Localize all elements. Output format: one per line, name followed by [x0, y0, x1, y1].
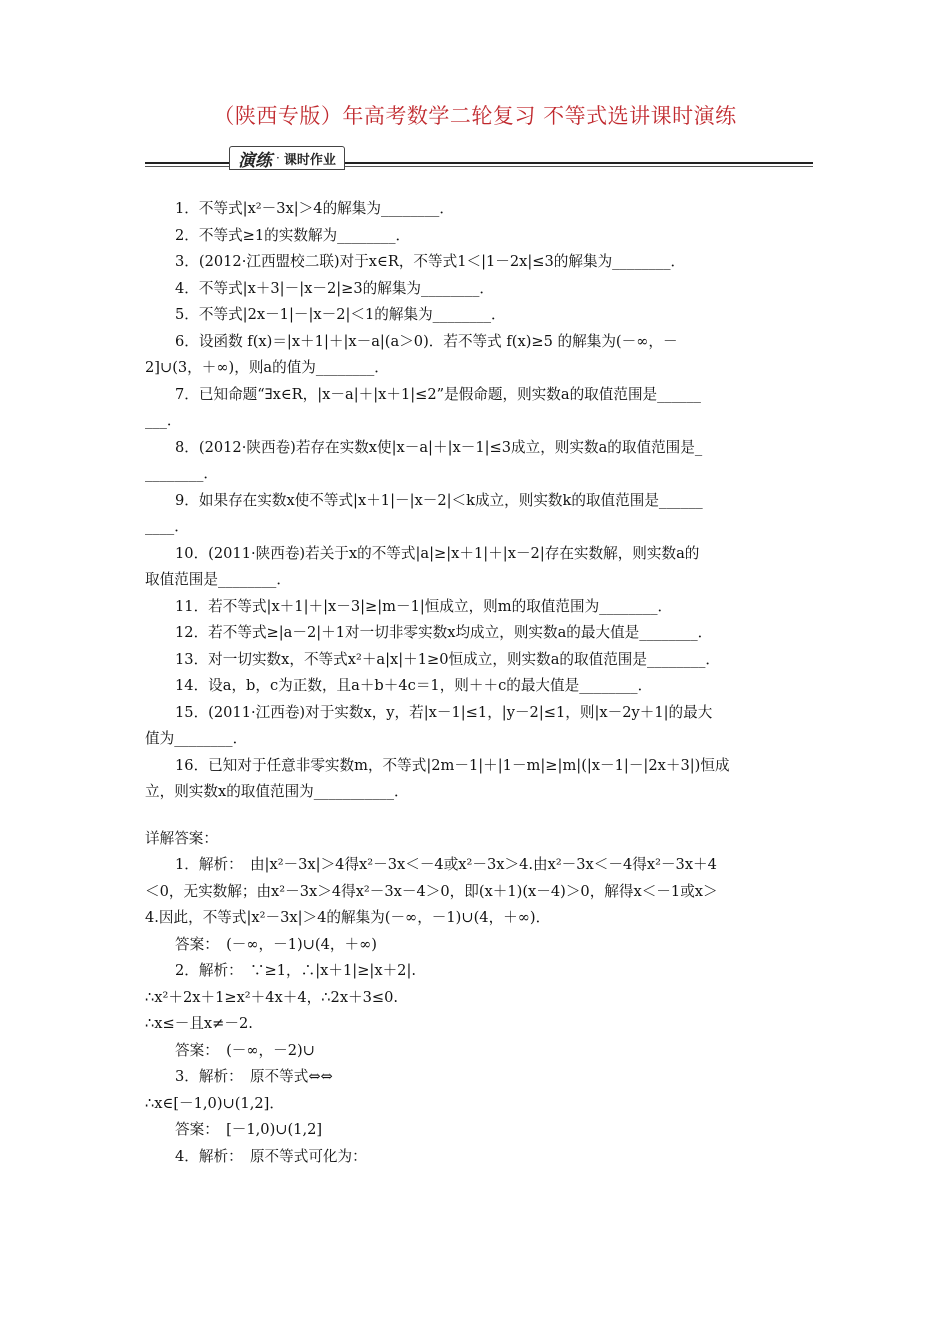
question-8: 8．(2012·陕西卷)若存在实数x使|x－a|＋|x－1|≤3成立，则实数a的取值范围是_: [175, 438, 703, 456]
question-11: 11．若不等式|x＋1|＋|x－3|≥|m－1|恒成立，则m的取值范围为________．: [175, 597, 673, 615]
banner-tag: [229, 146, 345, 170]
answer-1: 1．解析： 由|x²－3x|＞4得x²－3x＜－4或x²－3x＞4.由x²－3x＜－4得x²－3x＋4: [175, 856, 717, 873]
exercise-content: [145, 196, 813, 1170]
section-banner: [145, 146, 813, 172]
question-10: 10．(2011·陕西卷)若关于x的不等式|a|≥|x＋1|＋|x－2|存在实数解，则实数a的: [175, 544, 700, 562]
banner-dot: ·: [276, 151, 280, 165]
answer-1-result: 答案： (－∞，－1)∪(4，＋∞): [175, 935, 377, 953]
question-14: 14．设a，b，c为正数，且a＋b＋4c＝1，则＋＋c的最大值是________．: [175, 677, 653, 694]
question-16-cont: 立，则实数x的取值范围为___________．: [145, 783, 409, 800]
banner-label: 课时作业: [283, 152, 336, 168]
question-8-cont: ________．: [145, 465, 218, 482]
answer-3-result: 答案： [－1,0)∪(1,2]: [175, 1121, 323, 1138]
answer-4: 4．解析： 原不等式可化为：: [175, 1147, 367, 1165]
question-13: 13．对一切实数x，不等式x²＋a|x|＋1≥0恒成立，则实数a的取值范围是________．: [175, 650, 720, 668]
question-12: 12．若不等式≥|a－2|＋1对一切非零实数x均成立，则实数a的最大值是________．: [175, 624, 713, 641]
answers-heading: 详解答案：: [145, 829, 218, 847]
question-2: 2．不等式≥1的实数解为________．: [175, 226, 411, 244]
answer-3: 3．解析： 原不等式⇔⇔: [175, 1068, 333, 1085]
question-5: 5．不等式|2x－1|－|x－2|＜1的解集为________．: [175, 306, 506, 323]
answer-2-step1: ∴x²＋2x＋1≥x²＋4x＋4，∴2x＋3≤0.: [145, 988, 399, 1006]
question-1: 1．不等式|x²－3x|＞4的解集为________．: [175, 200, 454, 217]
answer-1-cont: ＜0，无实数解；由x²－3x＞4得x²－3x－4＞0，即(x＋1)(x－4)＞0，解得x＜－1或x＞: [145, 882, 718, 900]
answer-3-step1: ∴x∈[－1,0)∪(1,2]．: [145, 1094, 284, 1112]
question-9: 9．如果存在实数x使不等式|x＋1|－|x－2|＜k成立，则实数k的取值范围是______: [175, 491, 703, 509]
question-6-cont: 2]∪(3，＋∞)，则a的值为________．: [145, 359, 389, 376]
question-9-cont: ____．: [145, 518, 189, 535]
question-6: 6．设函数 f(x)＝|x＋1|＋|x－a|(a＞0)．若不等式 f(x)≥5 的解集为(－∞，－: [175, 332, 678, 350]
question-10-cont: 取值范围是________．: [145, 571, 291, 588]
question-3: 3．(2012·江西盟校二联)对于x∈R，不等式1＜|1－2x|≤3的解集为________．: [175, 253, 686, 270]
question-16: 16．已知对于任意非零实数m，不等式|2m－1|＋|1－m|≥|m|(|x－1|－|2x＋3|)恒成: [175, 756, 730, 774]
answer-2-step2: ∴x≤－且x≠－2.: [145, 1015, 253, 1032]
page-title: （陕西专版）年高考数学二轮复习 不等式选讲课时演练: [213, 104, 737, 128]
answer-2: 2．解析： ∵≥1，∴|x＋1|≥|x＋2|.: [175, 962, 417, 979]
question-15: 15．(2011·江西卷)对于实数x，y，若|x－1|≤1，|y－2|≤1，则|x－2y＋1|的最大: [175, 703, 713, 721]
question-4: 4．不等式|x＋3|－|x－2|≥3的解集为________．: [175, 279, 494, 297]
banner-script-logo: 演练: [238, 150, 272, 171]
answer-2-result: 答案： (－∞，－2)∪: [175, 1041, 315, 1059]
question-15-cont: 值为________．: [145, 730, 248, 747]
answer-1-cont2: 4.因此，不等式|x²－3x|＞4的解集为(－∞，－1)∪(4，＋∞)．: [145, 909, 551, 926]
question-7-cont: ___．: [145, 412, 182, 429]
question-7: 7．已知命题“∃x∈R，|x－a|＋|x＋1|≤2”是假命题，则实数a的取值范围是______: [175, 385, 701, 403]
